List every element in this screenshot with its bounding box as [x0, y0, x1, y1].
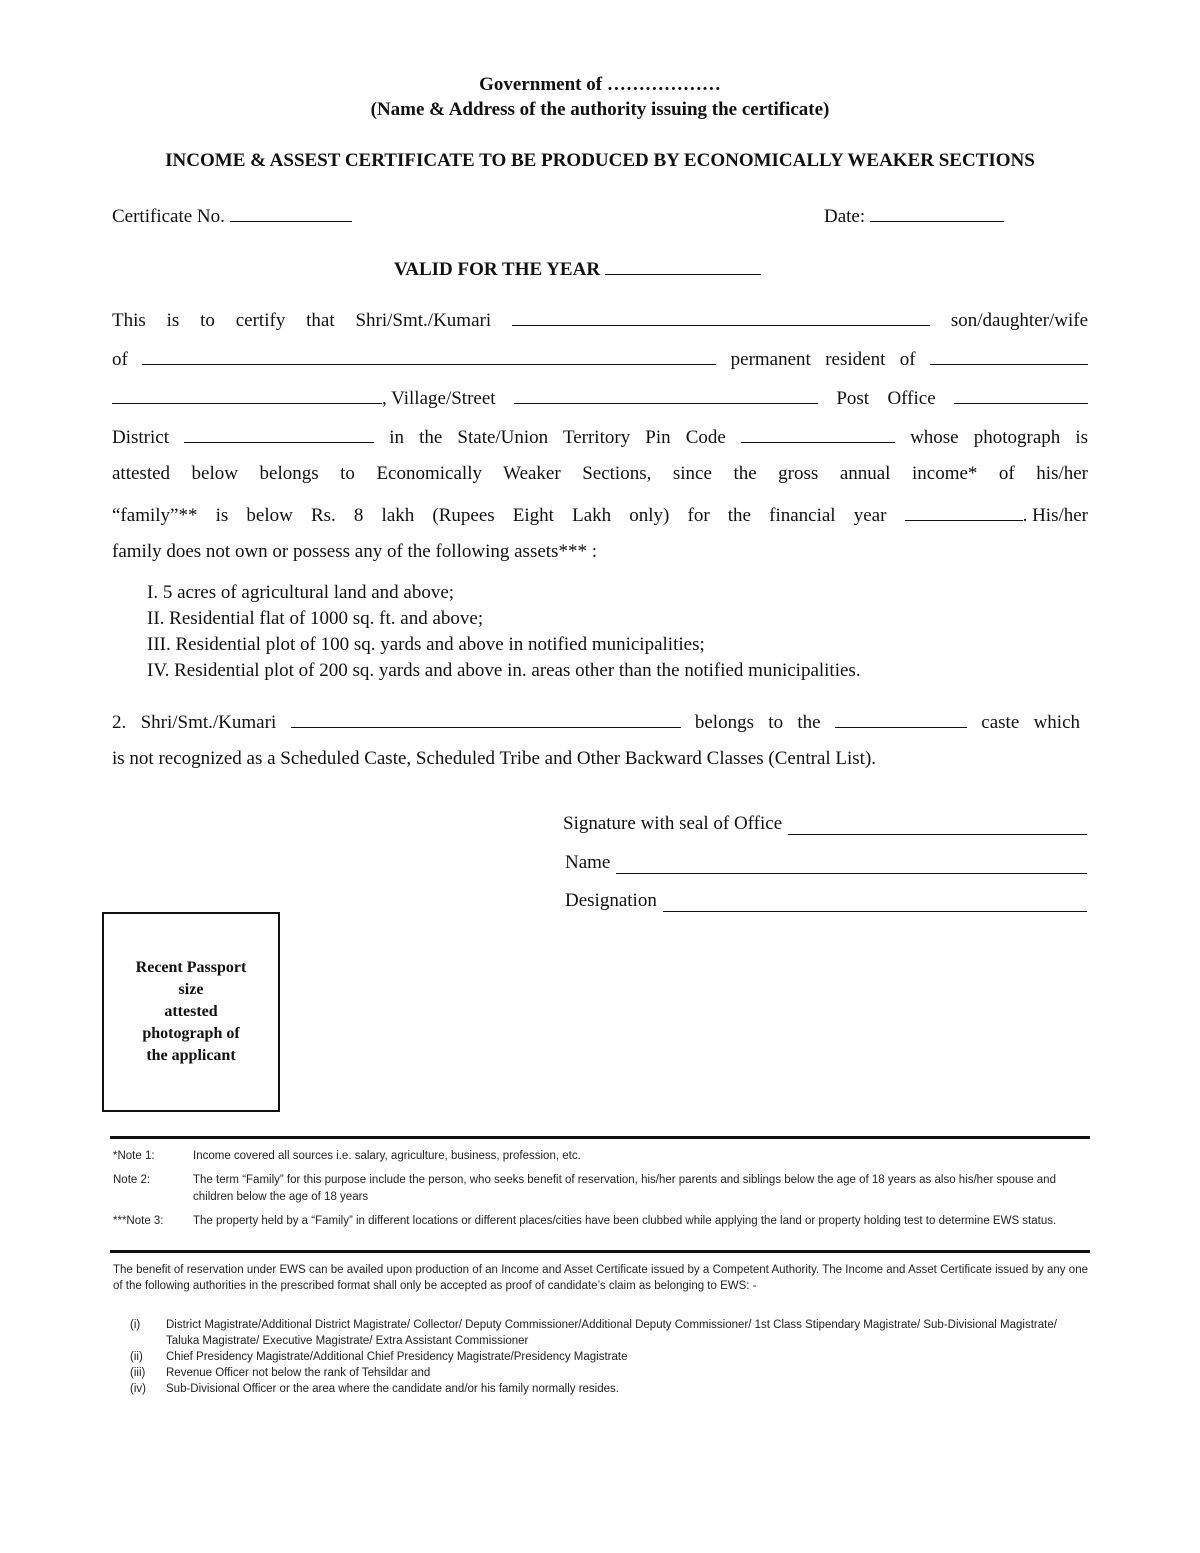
- date-field[interactable]: [870, 203, 1004, 222]
- asset-item: I. 5 acres of agricultural land and above;: [147, 582, 455, 603]
- government-of-line: Government of ………………: [479, 74, 721, 95]
- designation-row: [565, 890, 1087, 912]
- locality-field[interactable]: [112, 385, 382, 404]
- photo-box[interactable]: [102, 912, 280, 1112]
- photo-placeholder-text: Recent Passport size attested photograph of the applicant: [135, 959, 247, 1064]
- caste-line-2: is not recognized as a Scheduled Caste, Scheduled Tribe and Other Backward Classes (Central List).: [112, 748, 877, 769]
- permanent-resident-label: permanent resident of: [730, 349, 916, 370]
- note-3: [113, 1213, 1088, 1249]
- note-text: Income covered all sources i.e. salary, agriculture, business, profession, etc.: [193, 1150, 581, 1162]
- photograph-label: whose photograph is: [910, 427, 1089, 448]
- resident-of-field[interactable]: [930, 346, 1088, 365]
- footer-intro: The benefit of reservation under EWS can be availed upon production of an Income and Asset Certificate issued by a Competent Authority. The Income and Asset Certificate issued by any one of the following authorities in the prescribed format shall only be accepted as proof of candidate’s claim as belonging to EWS: -: [113, 1264, 1088, 1292]
- financial-year-field[interactable]: [905, 502, 1023, 521]
- certify-line-1: [112, 307, 1088, 332]
- caste-applicant-name-field[interactable]: [291, 709, 681, 728]
- designation-field[interactable]: [663, 893, 1087, 912]
- authority-item-text: Sub-Divisional Officer or the area where the candidate and/or his family normally resides.: [166, 1383, 619, 1395]
- family-income-text: “family”** is below Rs. 8 lakh (Rupees Eight Lakh only) for the financial year: [112, 505, 887, 526]
- assets-list: [147, 580, 861, 684]
- valid-year-label: VALID FOR THE YEAR: [394, 259, 601, 280]
- note-label: Note 2:: [113, 1174, 151, 1186]
- authority-item-text: District Magistrate/Additional District Magistrate/ Collector/ Deputy Commissioner/Additional Deputy Commissioner/ 1st Class Stipendary Magistrate/ Sub-Divisional Magistrate/ Taluka Magistrate/ Executive Magistrate/ Extra Assistant Commissioner: [166, 1319, 1057, 1347]
- issuing-authority-line: (Name & Address of the authority issuing the certificate): [370, 99, 830, 120]
- state-pin-label: in the State/Union Territory Pin Code: [389, 427, 726, 448]
- note-label: *Note 1:: [113, 1150, 155, 1162]
- caste-field[interactable]: [835, 709, 967, 728]
- name-row: [565, 852, 1087, 874]
- certificate-title: INCOME & ASSEST CERTIFICATE TO BE PRODUCED BY ECONOMICALLY WEAKER SECTIONS: [165, 150, 1035, 171]
- signature-field[interactable]: [788, 816, 1087, 835]
- asset-item: IV. Residential plot of 200 sq. yards and above in. areas other than the notified municipalities.: [147, 660, 861, 681]
- of-label: of: [112, 349, 128, 370]
- caste-which-label: caste which: [981, 712, 1081, 733]
- village-street-label: , Village/Street: [382, 388, 496, 409]
- note-label: ***Note 3:: [113, 1215, 164, 1227]
- note-text: The property held by a “Family” in different locations or different places/cities have been clubbed while applying the land or property holding test to determine EWS status.: [193, 1215, 1057, 1227]
- parent-name-field[interactable]: [142, 346, 716, 365]
- belongs-to-label: belongs to the: [694, 712, 821, 733]
- signature-row: [563, 813, 1087, 835]
- locality-group: [112, 385, 496, 410]
- certificate-number-row: [112, 203, 352, 228]
- valid-year-field[interactable]: [605, 256, 761, 275]
- date-row: [824, 203, 1004, 228]
- authority-item-number: (i): [130, 1319, 141, 1331]
- caste-intro-label: 2. Shri/Smt./Kumari: [112, 712, 277, 733]
- name-label: Name: [565, 852, 611, 873]
- asset-item: II. Residential flat of 1000 sq. ft. and above;: [147, 608, 484, 629]
- caste-line-1: [112, 709, 1080, 734]
- village-street-field[interactable]: [514, 385, 818, 404]
- valid-year-row: [394, 256, 761, 281]
- certificate-number-label: Certificate No.: [112, 206, 225, 227]
- financial-year-group: [905, 502, 1088, 527]
- notes-top-rule: [110, 1136, 1090, 1139]
- note-2: [113, 1172, 1088, 1208]
- authority-list: [130, 1317, 1088, 1397]
- certify-line-7: family does not own or possess any of the following assets*** :: [112, 541, 597, 562]
- authority-item-number: (ii): [130, 1351, 143, 1363]
- authority-item: [130, 1381, 1088, 1397]
- certify-line-4: [112, 424, 1088, 449]
- notes-bottom-rule: [110, 1250, 1090, 1253]
- authority-item-text: Chief Presidency Magistrate/Additional Chief Presidency Magistrate/Presidency Magistrate: [166, 1351, 628, 1363]
- authority-item: [130, 1349, 1088, 1365]
- authority-item-text: Revenue Officer not below the rank of Tehsildar and: [166, 1367, 431, 1379]
- authority-item: [130, 1317, 1088, 1349]
- signature-label: Signature with seal of Office: [563, 813, 783, 834]
- his-her-label: . His/her: [1022, 505, 1088, 526]
- certify-line-6: [112, 502, 1088, 527]
- pin-code-field[interactable]: [741, 424, 895, 443]
- note-text: The term “Family” for this purpose include the person, who seeks benefit of reservation, his/her parents and siblings below the age of 18 years as also his/her spouse and children below the age of 18 years: [193, 1174, 1056, 1203]
- authority-item-number: (iv): [130, 1383, 146, 1395]
- applicant-name-field[interactable]: [512, 307, 930, 326]
- note-1: [113, 1148, 1088, 1166]
- district-field[interactable]: [184, 424, 374, 443]
- certify-line-3: [112, 385, 1088, 410]
- post-office-field[interactable]: [954, 385, 1088, 404]
- asset-item: III. Residential plot of 100 sq. yards and above in notified municipalities;: [147, 634, 705, 655]
- certify-line-5: attested below belongs to Economically Weaker Sections, since the gross annual income* of his/her: [112, 463, 1088, 484]
- date-label: Date:: [824, 206, 866, 227]
- district-label: District: [112, 427, 169, 448]
- post-office-label: Post Office: [836, 388, 936, 409]
- certify-line-2: [112, 346, 1088, 371]
- name-field[interactable]: [616, 855, 1087, 874]
- certificate-number-field[interactable]: [230, 203, 352, 222]
- authority-item-number: (iii): [130, 1367, 146, 1379]
- relation-label: son/daughter/wife: [950, 310, 1089, 331]
- certify-text-intro: This is to certify that Shri/Smt./Kumari: [112, 310, 492, 331]
- authority-item: [130, 1365, 1088, 1381]
- designation-label: Designation: [565, 890, 657, 911]
